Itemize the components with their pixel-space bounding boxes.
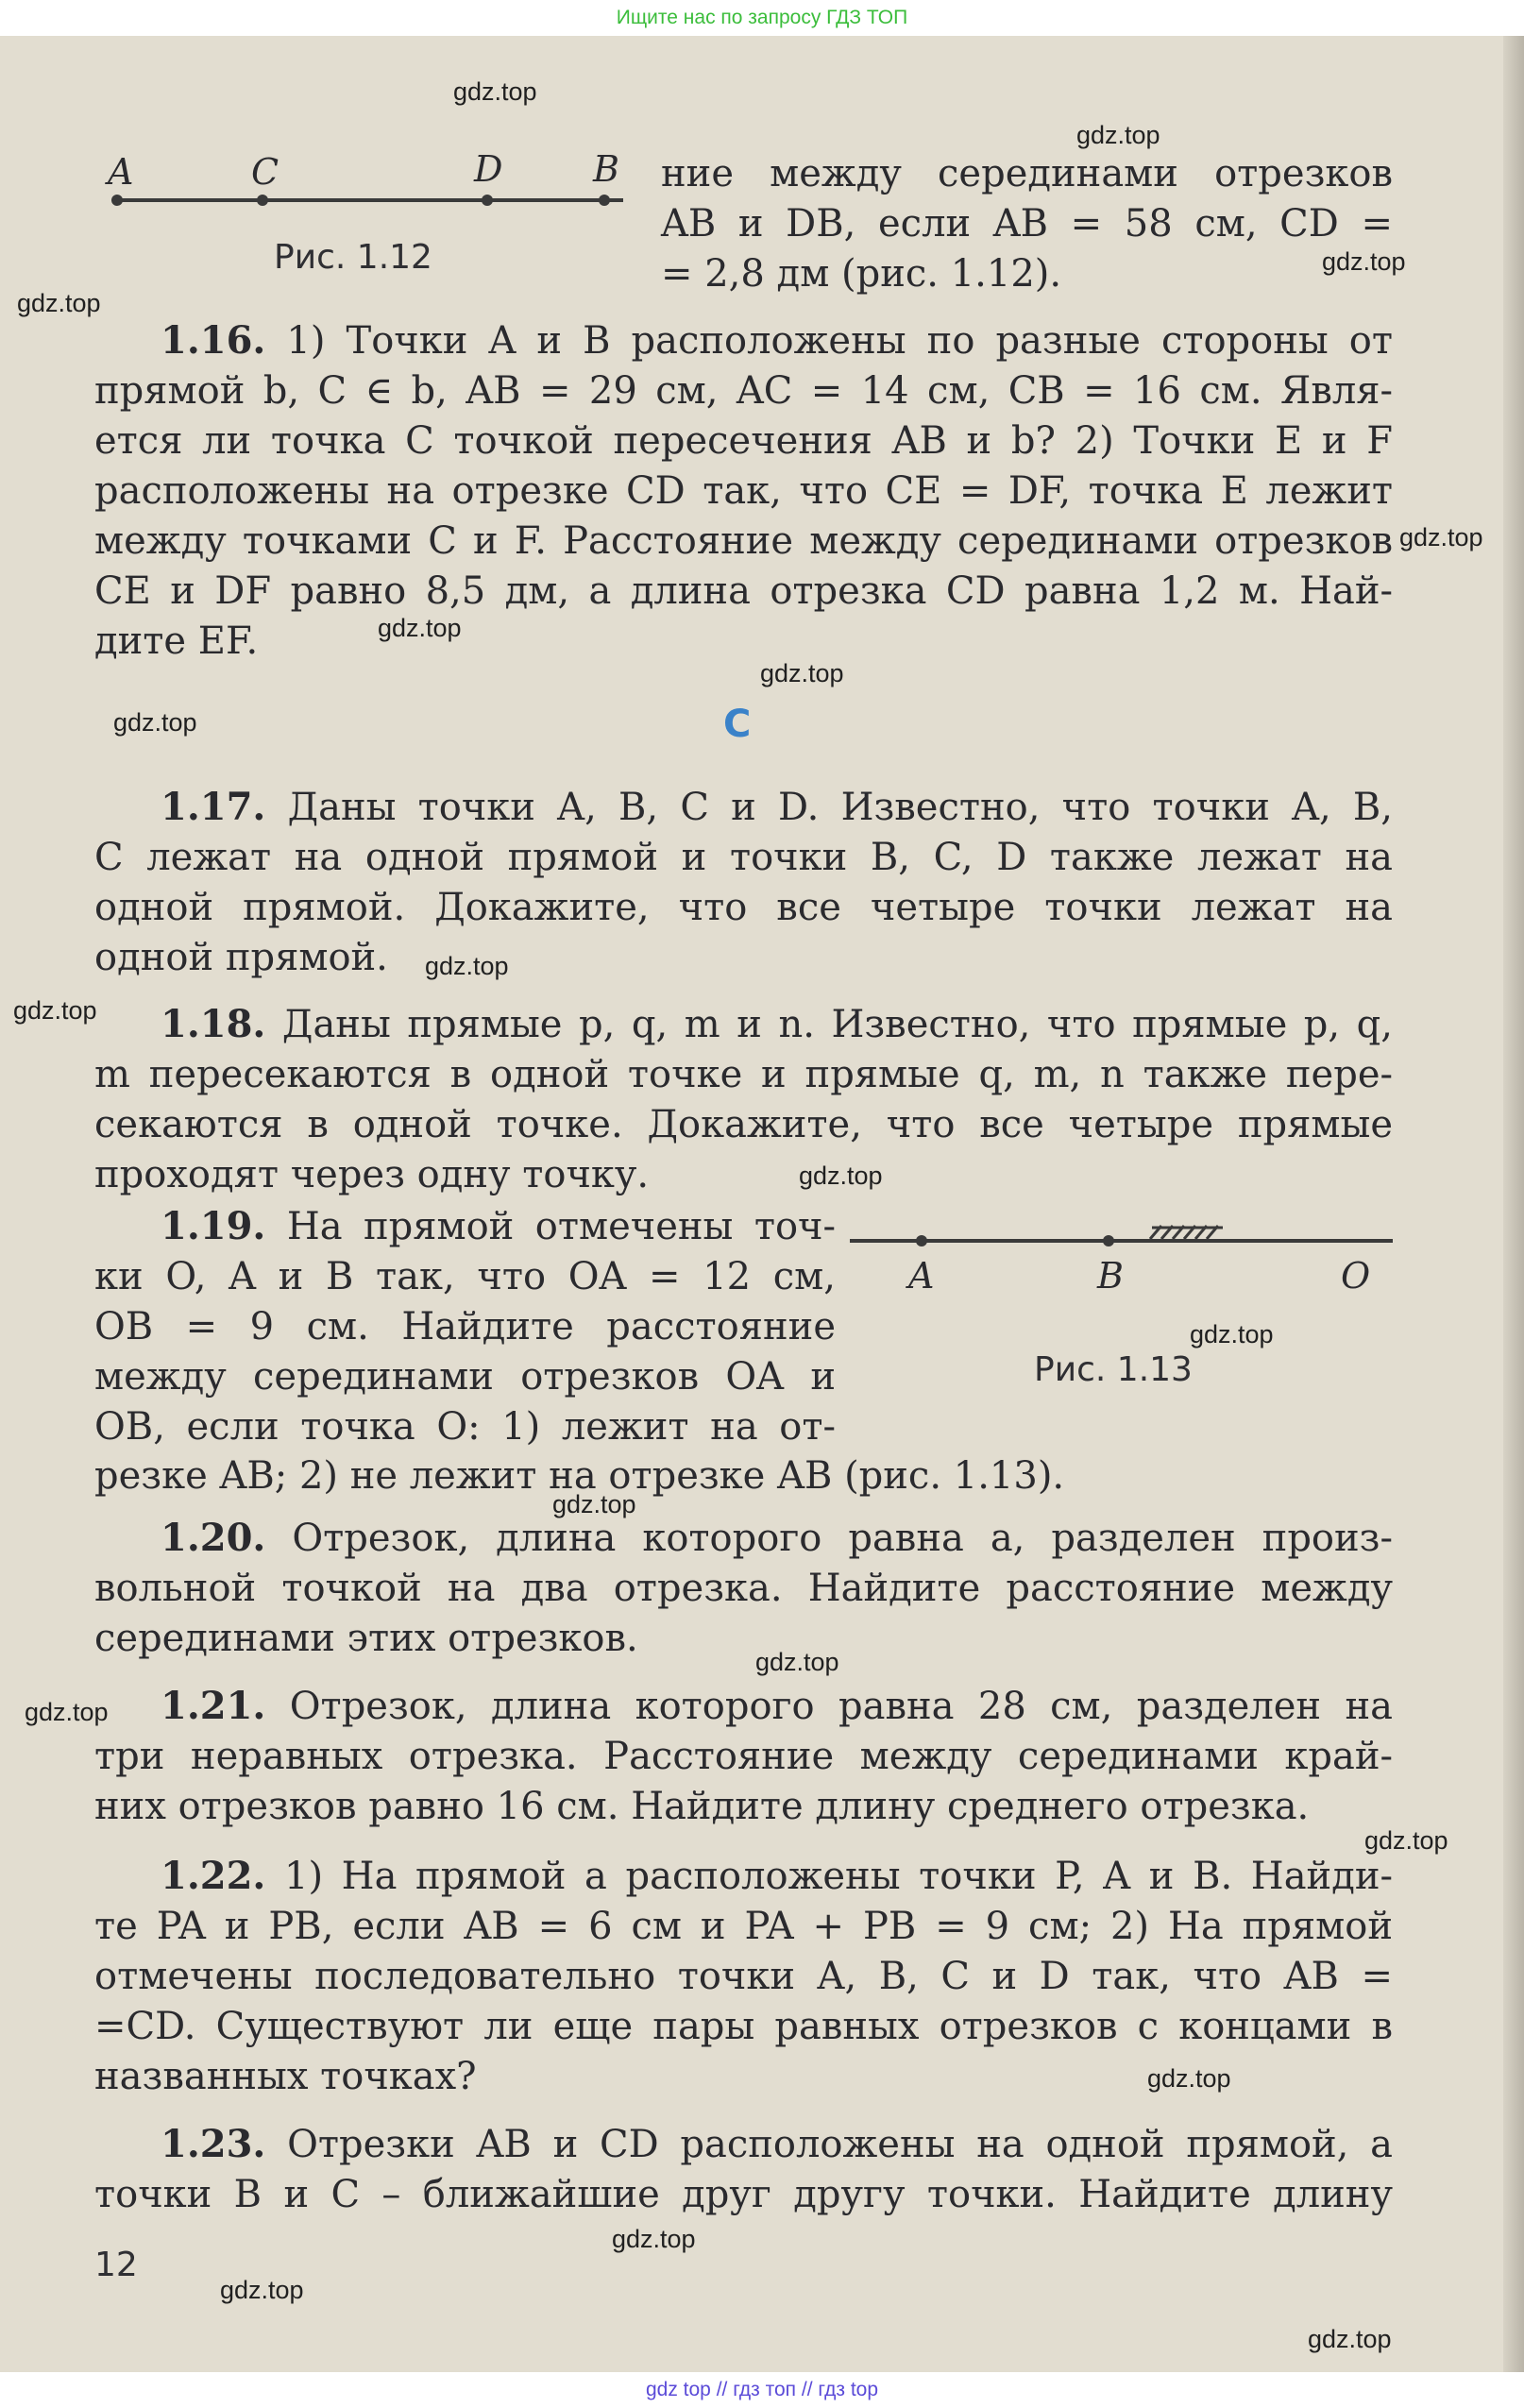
- page-number: 12: [94, 2246, 138, 2284]
- watermark: gdz.top: [13, 996, 97, 1025]
- text-line: 1.21. Отрезок, длина которого равна 28 см, разделен на: [161, 1684, 1393, 1728]
- point-A: [916, 1235, 927, 1246]
- label-B: B: [593, 148, 619, 190]
- text-line: одной прямой. Докажите, что все четыре точки лежат на: [94, 886, 1393, 929]
- figure-1-13-caption: Рис. 1.13: [1034, 1350, 1193, 1389]
- text-line: OB, если точка O: 1) лежит на от-: [94, 1405, 836, 1449]
- text-line: OB = 9 см. Найдите расстояние: [94, 1305, 836, 1348]
- text-line: секаются в одной точке. Докажите, что все четыре прямые: [94, 1103, 1393, 1146]
- text-line: 1.19. На прямой отмечены точ-: [161, 1204, 837, 1248]
- watermark: gdz.top: [552, 1490, 636, 1518]
- watermark: gdz.top: [1308, 2325, 1392, 2353]
- problem-number: 1.19.: [161, 1204, 266, 1248]
- text-line: =CD. Существуют ли еще пары равных отрезков с концами в: [94, 2005, 1393, 2048]
- label-A: A: [908, 1255, 935, 1297]
- point-B: [1103, 1235, 1114, 1246]
- watermark: gdz.top: [1147, 2064, 1231, 2093]
- text-line: CE и DF равно 8,5 дм, а длина отрезка CD равна 1,2 м. Най-: [94, 569, 1393, 613]
- problem-1-16: [94, 315, 1393, 667]
- point-B: [599, 195, 610, 206]
- problem-1-18: [94, 999, 1393, 1200]
- problem-number: 1.21.: [161, 1684, 266, 1728]
- text-line: резке AB; 2) не лежит на отрезке AB (рис. 1.13).: [94, 1454, 1065, 1498]
- text-line: те PA и PB, если AB = 6 см и PA + PB = 9 см; 2) На прямой: [94, 1905, 1393, 1948]
- point-D: [482, 195, 493, 206]
- label-D: D: [474, 148, 503, 190]
- problem-1-19: [94, 1201, 836, 1452]
- watermark: gdz.top: [1322, 247, 1406, 276]
- text-line: 1.22. 1) На прямой a расположены точки P, A и B. Найди-: [161, 1854, 1394, 1898]
- text-line: между серединами отрезков OA и: [94, 1355, 836, 1399]
- label-B: B: [1097, 1255, 1124, 1297]
- text-line: точки B и C – ближайшие друг другу точки. Найдите длину: [94, 2173, 1393, 2216]
- text-line: серединами этих отрезков.: [94, 1617, 638, 1660]
- text-line: прямой b, C ∈ b, AB = 29 см, AC = 14 см, CB = 16 см. Явля-: [94, 369, 1393, 413]
- problem-1-17: [94, 782, 1393, 983]
- watermark: gdz.top: [425, 952, 509, 980]
- watermark: gdz.top: [113, 708, 197, 737]
- problem-number: 1.23.: [161, 2122, 266, 2166]
- watermark: gdz.top: [17, 289, 101, 317]
- problem-1-21: [94, 1681, 1393, 1832]
- figure-1-12-caption: Рис. 1.12: [274, 238, 432, 277]
- watermark: gdz.top: [453, 77, 537, 106]
- figure-1-13: [850, 1211, 1397, 1305]
- watermark: gdz.top: [1076, 121, 1160, 149]
- text-line: = 2,8 дм (рис. 1.12).: [661, 252, 1062, 296]
- problem-number: 1.17.: [161, 785, 266, 829]
- text-line: расположены на отрезке CD так, что CE = DF, точка E лежит: [94, 469, 1393, 513]
- top-banner[interactable]: Ищите нас по запросу ГДЗ ТОП: [0, 0, 1524, 36]
- text-line: три неравных отрезка. Расстояние между серединами край-: [94, 1735, 1393, 1778]
- watermark: gdz.top: [25, 1698, 109, 1726]
- text-line: вольной точкой на два отрезка. Найдите расстояние между: [94, 1567, 1393, 1610]
- text-line: AB и DB, если AB = 58 см, CD =: [661, 202, 1393, 246]
- text-line: 1.18. Даны прямые p, q, m и n. Известно, что прямые p, q,: [161, 1002, 1393, 1046]
- hatch-marks: [1150, 1226, 1223, 1239]
- watermark: gdz.top: [1364, 1826, 1448, 1855]
- text-line: C лежат на одной прямой и точки B, C, D также лежат на: [94, 836, 1393, 879]
- watermark: gdz.top: [378, 614, 462, 642]
- problem-1-20: [94, 1513, 1393, 1664]
- section-c-label: C: [723, 703, 752, 746]
- problem-number: 1.22.: [161, 1854, 266, 1898]
- text-line: отмечены последовательно точки A, B, C и D так, что AB =: [94, 1955, 1393, 1998]
- text-line: названных точках?: [94, 2055, 477, 2098]
- watermark: gdz.top: [760, 659, 844, 687]
- text-line: 1.17. Даны точки A, B, C и D. Известно, что точки A, B,: [161, 785, 1393, 829]
- point-A: [111, 195, 123, 206]
- problem-number: 1.16.: [161, 318, 266, 363]
- page-edge: [1503, 36, 1524, 2372]
- text-line: ки O, A и B так, что OA = 12 см,: [94, 1255, 836, 1298]
- text-line: ется ли точка C точкой пересечения AB и b? 2) Точки E и F: [94, 419, 1393, 463]
- text-line: ние между серединами отрезков: [661, 152, 1393, 195]
- watermark: gdz.top: [799, 1162, 883, 1190]
- bottom-banner[interactable]: gdz top // гдз топ // гдз top: [0, 2372, 1524, 2408]
- label-A: A: [108, 151, 134, 193]
- watermark: gdz.top: [612, 2225, 696, 2253]
- problem-1-23: [94, 2119, 1393, 2220]
- text-line: 1.23. Отрезки AB и CD расположены на одной прямой, а: [161, 2122, 1393, 2166]
- watermark: gdz.top: [1190, 1320, 1274, 1348]
- text-line: 1.16. 1) Точки A и B расположены по разные стороны от: [161, 318, 1393, 363]
- point-C: [257, 195, 268, 206]
- figure-1-12: [94, 142, 642, 217]
- watermark: gdz.top: [755, 1648, 839, 1676]
- watermark: gdz.top: [220, 2276, 304, 2304]
- problem-number: 1.18.: [161, 1002, 266, 1046]
- text-line: одной прямой.: [94, 936, 388, 979]
- problem-number: 1.20.: [161, 1516, 266, 1560]
- text-line: дите EF.: [94, 619, 259, 663]
- problem-1-19-last-line: [94, 1451, 1393, 1501]
- label-O: O: [1341, 1255, 1371, 1297]
- label-C: C: [251, 151, 279, 193]
- text-line: проходят через одну точку.: [94, 1153, 650, 1196]
- text-line: между точками C и F. Расстояние между серединами отрезков: [94, 519, 1393, 563]
- text-line: 1.20. Отрезок, длина которого равна a, разделен произ-: [161, 1516, 1394, 1560]
- problem-1-15-tail: [661, 149, 1393, 299]
- text-line: m пересекаются в одной точке и прямые q, m, n также пере-: [94, 1053, 1393, 1096]
- watermark: gdz.top: [1399, 523, 1483, 551]
- text-line: них отрезков равно 16 см. Найдите длину среднего отрезка.: [94, 1785, 1310, 1828]
